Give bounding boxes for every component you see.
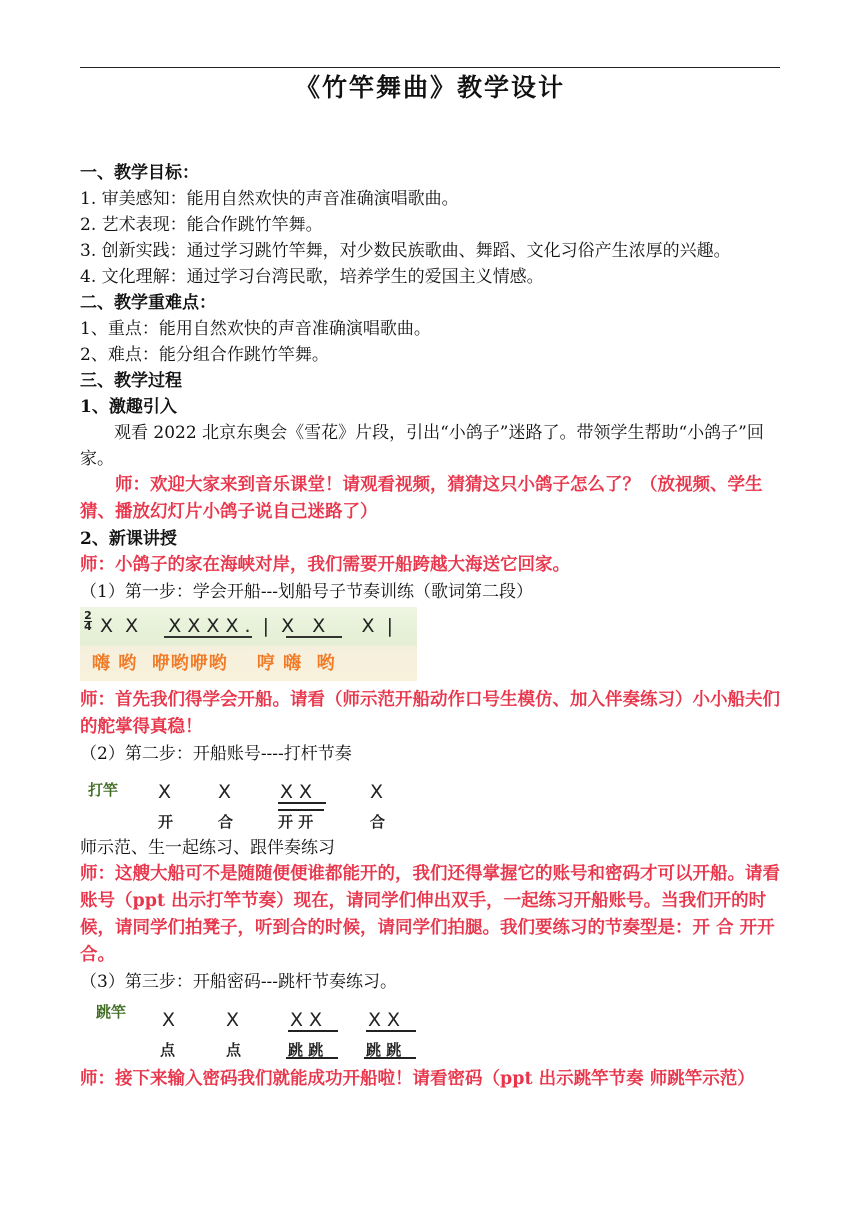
subheading-new-lesson: 2、新课讲授 xyxy=(80,529,177,549)
objective-item: 4. 文化理解：通过学习台湾民歌，培养学生的爱国主义情感。 xyxy=(80,267,544,287)
header-rule xyxy=(80,67,780,68)
rhythm-note: X xyxy=(370,781,384,803)
step-3: （3）第三步：开船密码---跳杆节奏练习。 xyxy=(80,972,398,992)
beam-line xyxy=(286,636,342,638)
rhythm-label: 跳竿 xyxy=(96,1003,127,1021)
keypoint-item: 1、重点：能用自然欢快的声音准确演唱歌曲。 xyxy=(80,319,431,339)
rhythm-note: X X xyxy=(368,1009,401,1031)
intro-paragraph: 观看 2022 北京东奥会《雪花》片段，引出“小鸽子”迷路了。带领学生帮助“小鸽子”回家。 xyxy=(80,423,764,469)
section-heading-objectives: 一、教学目标： xyxy=(80,163,199,183)
rhythm-note: X xyxy=(162,1009,176,1031)
rhythm-note: X X xyxy=(290,1009,323,1031)
document-title: 《竹竿舞曲》教学设计 xyxy=(294,73,565,102)
document-body xyxy=(80,160,780,1093)
rhythm-word: 跳 跳 xyxy=(288,1041,324,1059)
rhythm-note: X xyxy=(218,781,232,803)
step-1: （1）第一步：学会开船---划船号子节奏训练（歌词第二段） xyxy=(80,582,534,602)
beam-line xyxy=(288,1030,338,1032)
rhythm-word: 跳 跳 xyxy=(366,1041,402,1059)
beam-line xyxy=(278,802,326,804)
rhythm-label: 打竿 xyxy=(88,781,119,799)
rhythm-notes: X X X X X X . | X X X | xyxy=(100,615,394,637)
rhythm-word: 点 xyxy=(226,1041,242,1059)
objective-item: 3. 创新实践：通过学习跳竹竿舞，对少数民族歌曲、舞蹈、文化习俗产生浓厚的兴趣。 xyxy=(80,241,731,261)
objective-item: 2. 艺术表现：能合作跳竹竿舞。 xyxy=(80,215,323,235)
rhythm-word: 点 xyxy=(160,1041,176,1059)
subheading-intro: 1、激趣引入 xyxy=(80,397,177,417)
rhythm-word: 合 xyxy=(218,813,234,831)
teacher-line-step1: 师：首先我们得学会开船。请看（师示范开船动作口号生模仿、加入伴奏练习）小小船夫们的舵掌得真稳！ xyxy=(80,690,780,737)
step-2: （2）第二步：开船账号----打杆节奏 xyxy=(80,744,352,764)
teacher-line-home: 师：小鸽子的家在海峡对岸，我们需要开船跨越大海送它回家。 xyxy=(80,555,570,575)
rhythm-note: X X xyxy=(280,781,313,803)
rhythm-image-jump xyxy=(80,997,430,1062)
rhythm-image-strike xyxy=(80,771,400,831)
teacher-line-intro: 师：欢迎大家来到音乐课堂！请观看视频，猜猜这只小鸽子怎么了？（放视频、学生猜、播放幻灯片小鸽子说自己迷路了） xyxy=(80,475,763,522)
rhythm-lyrics: 嗨 哟 咿哟咿哟 哼 嗨 哟 xyxy=(92,653,336,674)
rhythm-word: 开 xyxy=(158,813,174,831)
word-underline xyxy=(286,1057,338,1059)
word-underline xyxy=(278,809,324,811)
rhythm-image-rowing xyxy=(80,607,417,681)
section-heading-keypoints: 二、教学重难点： xyxy=(80,293,216,313)
rhythm-word: 合 xyxy=(370,813,386,831)
teacher-line-step3: 师：接下来输入密码我们就能成功开船啦！请看密码（ppt 出示跳竿节奏 师跳竿示范） xyxy=(80,1069,755,1089)
rhythm-note: X xyxy=(158,781,172,803)
objective-item: 1. 审美感知：能用自然欢快的声音准确演唱歌曲。 xyxy=(80,189,459,209)
beam-line xyxy=(366,1030,416,1032)
teacher-line-step2: 师：这艘大船可不是随随便便谁都能开的，我们还得掌握它的账号和密码才可以开船。请看账号（ppt 出示打竿节奏）现在，请同学们伸出双手，一起练习开船账号。当我们开的时候，请同学们拍凳子，听到合的时候，请同学们拍腿。我们要练习的节奏型是：开 合 开开 合。 xyxy=(80,864,780,965)
rhythm-note: X xyxy=(226,1009,240,1031)
beam-line xyxy=(164,636,252,638)
practice-line: 师示范、生一起练习、跟伴奏练习 xyxy=(80,838,335,858)
rhythm-word: 开 开 xyxy=(278,813,314,831)
word-underline xyxy=(364,1057,416,1059)
keypoint-item: 2、难点：能分组合作跳竹竿舞。 xyxy=(80,345,329,365)
time-signature: 2 4 xyxy=(84,609,92,633)
section-heading-process: 三、教学过程 xyxy=(80,371,182,391)
